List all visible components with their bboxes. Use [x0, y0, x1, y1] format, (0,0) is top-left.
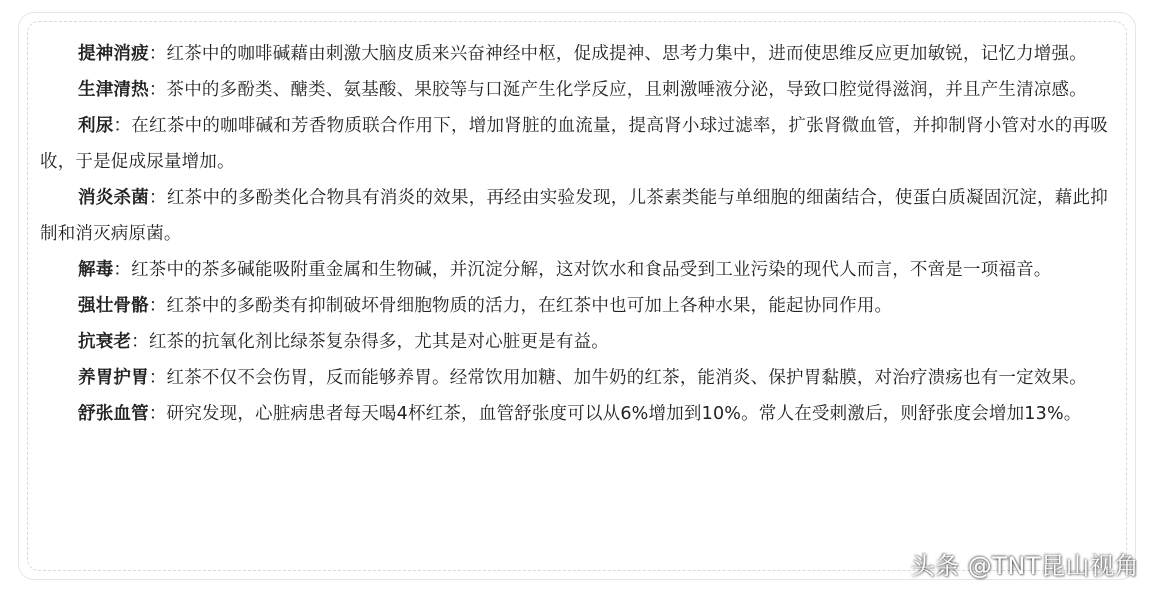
term-label: 抗衰老 — [78, 332, 132, 352]
term-separator: ： — [148, 368, 167, 388]
paragraph-text: 研究发现，心脏病患者每天喝4杯红茶，血管舒张度可以从6%增加到10%。常人在受刺激后，则舒张度会增加13%。 — [166, 404, 1082, 424]
paragraph-text: 在红茶中的咖啡碱和芳香物质联合作用下，增加肾脏的血流量，提高肾小球过滤率，扩张肾微血管，并抑制肾小管对水的再吸收，于是促成尿量增加。 — [40, 116, 1109, 172]
term-separator: ： — [148, 80, 167, 100]
paragraph-detox — [40, 252, 1108, 288]
paragraph-text: 红茶中的多酚类化合物具有消炎的效果，再经由实验发现，儿茶素类能与单细胞的细菌结合，使蛋白质凝固沉淀，藉此抑制和消灭病原菌。 — [40, 188, 1108, 244]
article-body — [40, 36, 1108, 432]
paragraph-diuretic — [40, 108, 1108, 180]
paragraph-text: 红茶中的咖啡碱藉由刺激大脑皮质来兴奋神经中枢，促成提神、思考力集中，进而使思维反应更加敏锐，记忆力增强。 — [166, 44, 1087, 64]
term-separator: ： — [148, 296, 167, 316]
paragraph-vessels — [40, 396, 1108, 432]
term-separator: ： — [149, 188, 167, 208]
term-separator: ： — [131, 332, 149, 352]
paragraph-stomach — [40, 360, 1108, 396]
term-label: 强壮骨骼 — [78, 296, 149, 316]
paragraph-bones — [40, 288, 1108, 324]
term-label: 养胃护胃 — [78, 368, 149, 388]
paragraph-text: 红茶中的多酚类有抑制破坏骨细胞物质的活力，在红茶中也可加上各种水果，能起协同作用。 — [166, 296, 893, 316]
term-label: 消炎杀菌 — [78, 188, 150, 208]
term-label: 利尿 — [78, 116, 114, 136]
term-label: 提神消疲 — [78, 44, 149, 64]
watermark: 头条 @TNT昆山视角 — [910, 552, 1139, 580]
term-label: 舒张血管 — [78, 404, 149, 424]
term-label: 生津清热 — [78, 80, 149, 100]
paragraph-text: 茶中的多酚类、醣类、氨基酸、果胶等与口涎产生化学反应，且刺激唾液分泌，导致口腔觉得滋润，并且产生清凉感。 — [166, 80, 1087, 100]
term-separator: ： — [148, 44, 167, 64]
paragraph-antibacterial — [40, 180, 1108, 252]
term-separator: ： — [148, 404, 167, 424]
paragraph-text: 红茶中的茶多碱能吸附重金属和生物碱，并沉淀分解，这对饮水和食品受到工业污染的现代人而言，不啻是一项福音。 — [131, 260, 1052, 280]
paragraph-text: 红茶不仅不会伤胃，反而能够养胃。经常饮用加糖、加牛奶的红茶，能消炎、保护胃黏膜，对治疗溃疡也有一定效果。 — [166, 368, 1087, 388]
paragraph-refresh — [40, 36, 1108, 72]
paragraph-text: 红茶的抗氧化剂比绿茶复杂得多，尤其是对心脏更是有益。 — [148, 332, 610, 352]
term-separator: ： — [113, 116, 132, 136]
paragraph-antiaging — [40, 324, 1108, 360]
paragraph-saliva — [40, 72, 1108, 108]
term-label: 解毒 — [78, 260, 114, 280]
term-separator: ： — [113, 260, 132, 280]
